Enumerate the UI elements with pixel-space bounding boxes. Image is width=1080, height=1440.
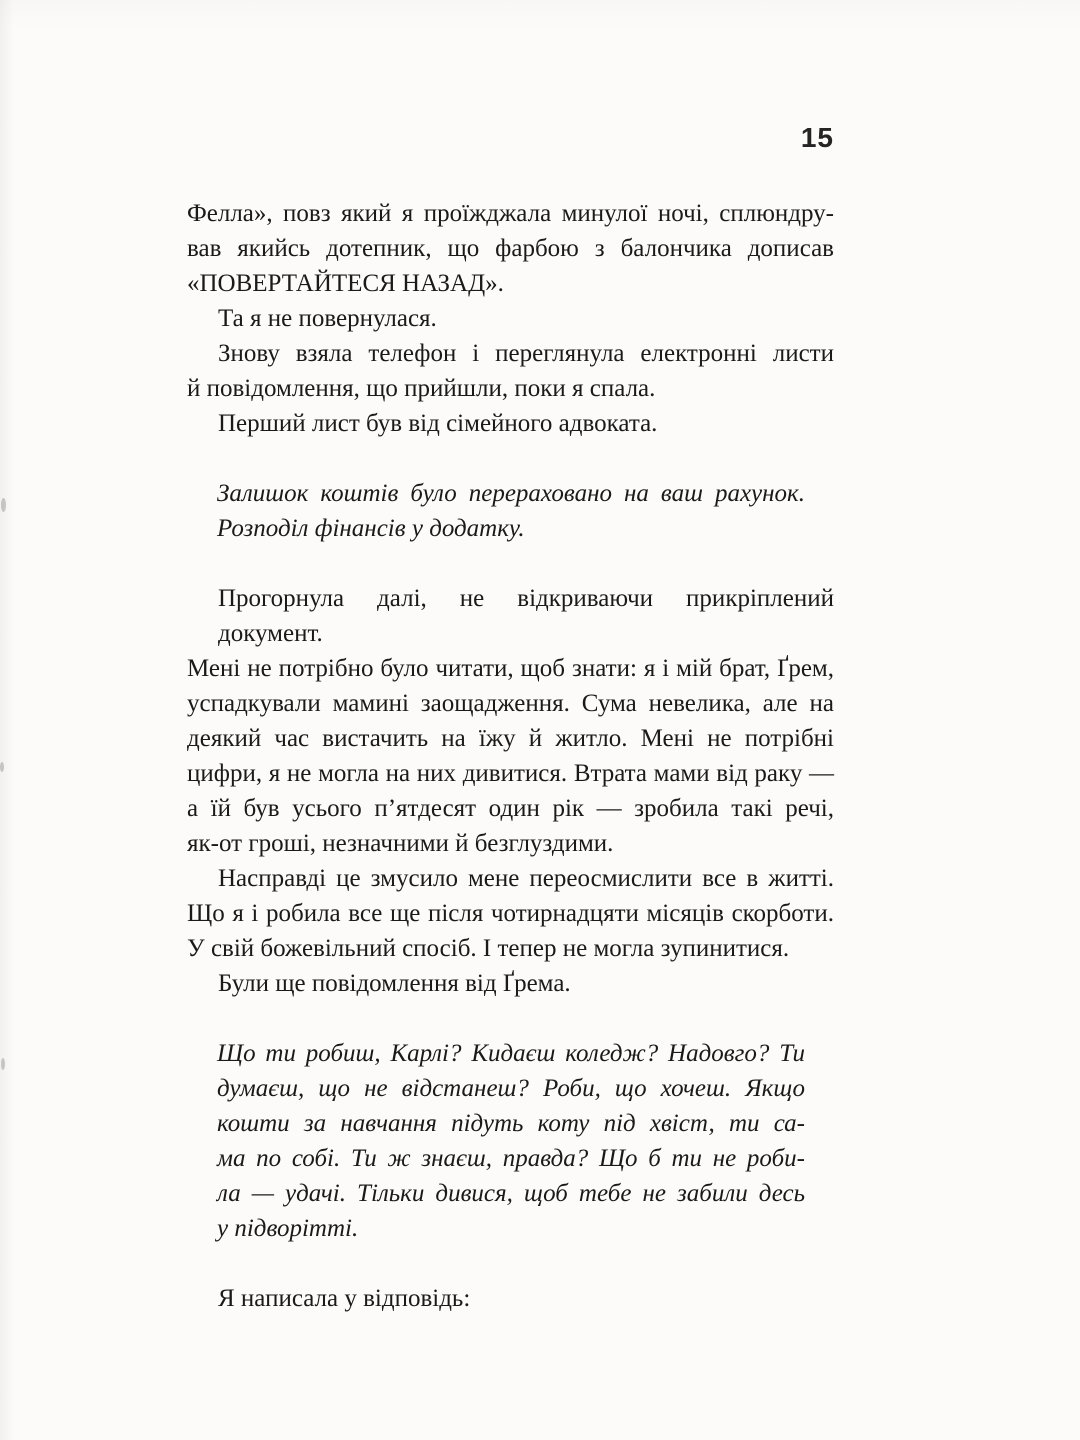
paragraph bbox=[187, 406, 834, 441]
text-line: Мені не потрібно було читати, щоб знати: я і мій брат, Ґрем, bbox=[187, 655, 834, 682]
paragraph bbox=[187, 1281, 834, 1316]
text-line: кошти за навчання підуть коту під хвіст, ти са- bbox=[217, 1110, 805, 1137]
paragraph bbox=[187, 301, 834, 336]
text-line: успадкували мамині заощадження. Сума невелика, але на bbox=[187, 690, 834, 717]
text-line: Були ще повідомлення від Ґрема. bbox=[218, 970, 571, 997]
paragraph bbox=[187, 861, 834, 966]
page-number: 15 bbox=[800, 122, 834, 153]
text-line: Я написала у відповідь: bbox=[218, 1285, 471, 1312]
text-line: Та я не повернулася. bbox=[218, 305, 437, 332]
text-line: Що ти робиш, Карлі? Кидаєш коледж? Надовго? Ти bbox=[217, 1040, 805, 1067]
text-line: «ПОВЕРТАЙТЕСЯ НАЗАД». bbox=[187, 270, 504, 297]
text-line: думаєш, що не відстанеш? Роби, що хочеш. Якщо bbox=[217, 1075, 805, 1102]
scan-speck bbox=[1, 498, 6, 512]
paragraph bbox=[187, 581, 834, 861]
text-line: Що я і робила все ще після чотирнадцяти місяців скорботи. bbox=[187, 900, 834, 927]
text-line: у підворітті. bbox=[217, 1215, 359, 1242]
text-line: Прогорнула далі, не відкриваючи прикріплений документ. bbox=[218, 585, 834, 647]
paragraph bbox=[187, 336, 834, 406]
text-line: деякий час вистачить на їжу й житло. Мені не потрібні bbox=[187, 725, 834, 752]
text-line: Залишок коштів було перераховано на ваш рахунок. bbox=[217, 480, 805, 507]
paragraph bbox=[187, 196, 834, 301]
text-line: Перший лист був від сімейного адвоката. bbox=[218, 410, 658, 437]
scan-speck bbox=[1, 1058, 5, 1070]
text-line: а їй був усього п’ятдесят один рік — зробила такі речі, bbox=[187, 795, 834, 822]
text-line: як-от гроші, незначними й безглуздими. bbox=[187, 830, 614, 857]
text-line: ла — удачі. Тільки дивися, щоб тебе не забили десь bbox=[217, 1180, 805, 1207]
text-line: Насправді це змусило мене переосмислити все в житті. bbox=[218, 865, 834, 892]
paragraph bbox=[187, 966, 834, 1001]
quote-block bbox=[217, 1036, 805, 1246]
text-line: й повідомлення, що прийшли, поки я спала. bbox=[187, 375, 656, 402]
text-line: цифри, я не могла на них дивитися. Втрата мами від раку — bbox=[187, 760, 834, 787]
text-line: У свій божевільний спосіб. І тепер не могла зупинитися. bbox=[187, 935, 790, 962]
text-column bbox=[187, 196, 834, 1316]
text-line: Розподіл фінансів у додатку. bbox=[217, 515, 525, 542]
quote-block bbox=[217, 476, 805, 546]
text-line: Фелла», повз який я проїжджала минулої ночі, сплюндру- bbox=[187, 200, 834, 227]
text-line: ма по собі. Ти ж знаєш, правда? Що б ти не роби- bbox=[217, 1145, 805, 1172]
text-line: Знову взяла телефон і переглянула електронні листи bbox=[218, 340, 834, 367]
scan-speck bbox=[0, 762, 4, 772]
text-line: вав якийсь дотепник, що фарбою з балончика дописав bbox=[187, 235, 834, 262]
